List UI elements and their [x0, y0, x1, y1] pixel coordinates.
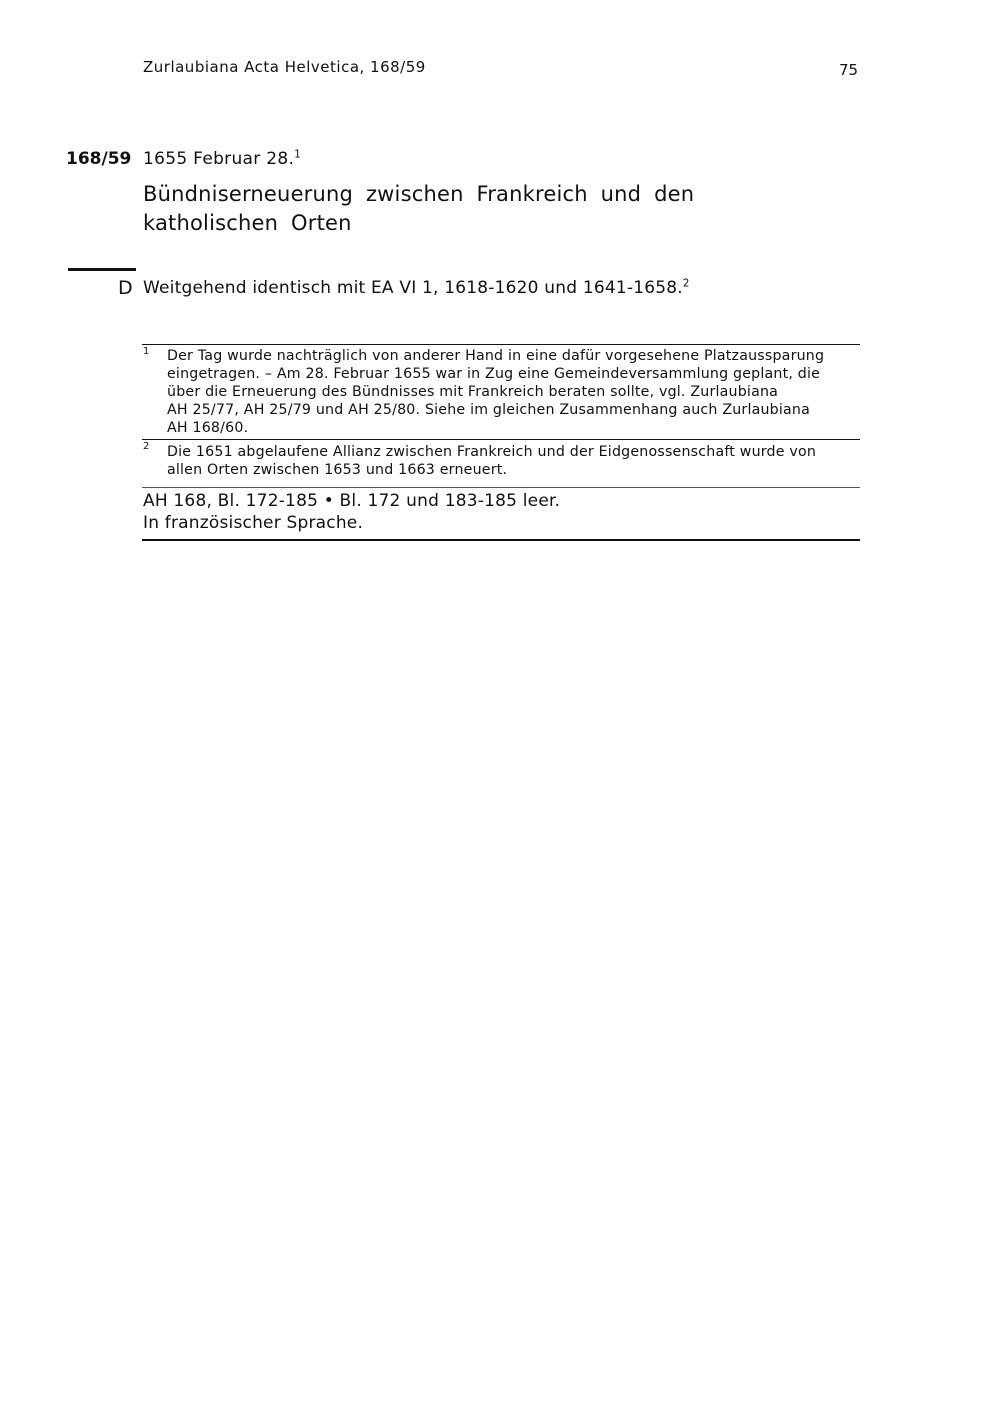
source-bottom-rule	[142, 539, 860, 541]
footnote-line: eingetragen. – Am 28. Februar 1655 war in Zug eine Gemeindeversammlung geplant, die	[167, 366, 821, 382]
footnote-2-text	[167, 443, 862, 479]
document-note-text: Weitgehend identisch mit EA VI 1, 1618-1620 und 1641-1658.	[143, 278, 683, 298]
footnote-number: 2	[143, 441, 150, 452]
footnote-ref-1[interactable]: 1	[294, 149, 301, 161]
footnote-line: Der Tag wurde nachträglich von anderer Hand in eine dafür vorgesehene Platzaussparung	[167, 348, 825, 364]
footnote-line: AH 168/60.	[167, 420, 249, 436]
footnote-line: AH 25/77, AH 25/79 und AH 25/80. Siehe im gleichen Zusammenhang auch Zurlaubiana	[167, 402, 811, 418]
footnote-divider	[142, 439, 860, 440]
running-head: Zurlaubiana Acta Helvetica, 168/59	[143, 58, 426, 76]
footnote-line: über die Erneuerung des Bündnisses mit Frankreich beraten sollte, vgl. Zurlaubiana	[167, 384, 779, 400]
entry-number: 168/59	[66, 149, 132, 169]
footnotes-top-rule	[142, 344, 860, 345]
footnote-ref-2[interactable]: 2	[682, 278, 690, 290]
source-block	[143, 490, 560, 534]
entry-title: Bündniserneuerung zwischen Frankreich und den katholischen Orten	[143, 182, 695, 235]
footnote-line: allen Orten zwischen 1653 und 1663 erneuert.	[167, 462, 508, 478]
footnote-1-text	[167, 347, 862, 437]
page-number: 75	[839, 61, 859, 79]
document-note	[143, 278, 690, 298]
source-line: In französischer Sprache.	[143, 513, 364, 533]
entry-date-text: 1655 Februar 28.	[143, 149, 295, 169]
entry-date	[143, 149, 301, 169]
source-top-rule	[142, 487, 860, 488]
footnote-number: 1	[143, 346, 150, 357]
source-line: AH 168, Bl. 172-185 • Bl. 172 und 183-185 leer.	[143, 491, 561, 511]
section-divider	[68, 268, 136, 271]
footnote-line: Die 1651 abgelaufene Allianz zwischen Frankreich und der Eidgenossenschaft wurde von	[167, 444, 817, 460]
document-marker: D	[118, 277, 133, 299]
